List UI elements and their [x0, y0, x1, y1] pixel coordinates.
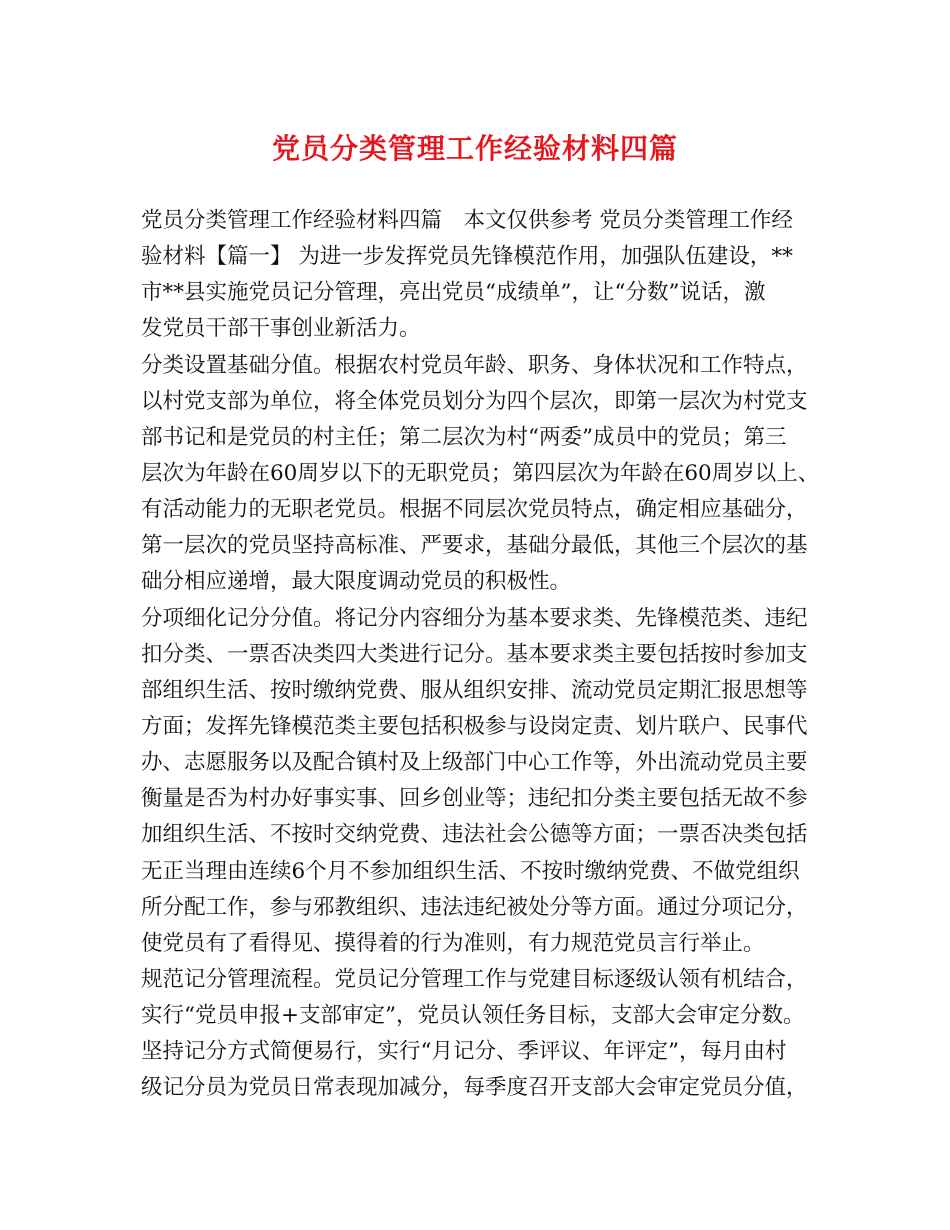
text-line: 有活动能力的无职老党员。根据不同层次党员特点，确定相应基础分， [141, 497, 808, 523]
text-line: 部书记和是党员的村主任；第二层次为村“两委”成员中的党员；第三 [141, 424, 787, 450]
text-line: 无正当理由连续6个月不参加组织生活、不按时缴纳党费、不做党组织 [141, 858, 800, 884]
text-line: 实行“党员申报+支部审定”，党员认领任务目标，支部大会审定分数。 [141, 1003, 805, 1029]
text-line: 验材料【篇一】 为进一步发挥党员先锋模范作用，加强队伍建设，** [141, 244, 793, 270]
text-line: 以村党支部为单位，将全体党员划分为四个层次，即第一层次为村党支 [141, 388, 808, 414]
text-line: 党员分类管理工作经验材料四篇 本文仅供参考 党员分类管理工作经 [141, 208, 793, 233]
text-line: 层次为年龄在60周岁以下的无职党员；第四层次为年龄在60周岁以上、 [141, 460, 820, 486]
text-line: 分项细化记分分值。将记分内容细分为基本要求类、先锋模范类、违纪 [141, 605, 808, 631]
text-line: 所分配工作，参与邪教组织、违法违纪被处分等方面。通过分项记分， [141, 894, 808, 920]
text-line: 使党员有了看得见、摸得着的行为准则，有力规范党员言行举止。 [141, 930, 765, 956]
text-line: 衡量是否为村办好事实事、回乡创业等；违纪扣分类主要包括无故不参 [141, 786, 808, 812]
text-line: 础分相应递增，最大限度调动党员的积极性。 [141, 569, 572, 595]
text-line: 第一层次的党员坚持高标准、严要求，基础分最低，其他三个层次的基 [141, 533, 808, 559]
text-line: 加组织生活、不按时交纳党费、违法社会公德等方面；一票否决类包括 [141, 822, 808, 848]
text-line: 规范记分管理流程。党员记分管理工作与党建目标逐级认领有机结合， [141, 966, 808, 992]
text-line: 级记分员为党员日常表现加减分，每季度召开支部大会审定党员分值， [141, 1075, 808, 1101]
text-line: 部组织生活、按时缴纳党费、服从组织安排、流动党员定期汇报思想等 [141, 677, 808, 703]
text-line: 扣分类、一票否决类四大类进行记分。基本要求类主要包括按时参加支 [141, 641, 808, 667]
text-line: 发党员干部干事创业新活力。 [141, 316, 421, 342]
body-text [141, 203, 841, 1107]
text-line: 办、志愿服务以及配合镇村及上级部门中心工作等，外出流动党员主要 [141, 750, 808, 776]
text-line: 市**县实施党员记分管理，亮出党员“成绩单”，让“分数”说话，激 [141, 280, 766, 306]
text-line: 坚持记分方式简便易行，实行“月记分、季评议、年评定”，每月由村 [141, 1039, 787, 1065]
text-line: 方面；发挥先锋模范类主要包括积极参与设岗定责、划片联户、民事代 [141, 713, 808, 739]
page-title: 党员分类管理工作经验材料四篇 [271, 132, 678, 165]
text-line: 分类设置基础分值。根据农村党员年龄、职务、身体状况和工作特点， [141, 352, 808, 378]
